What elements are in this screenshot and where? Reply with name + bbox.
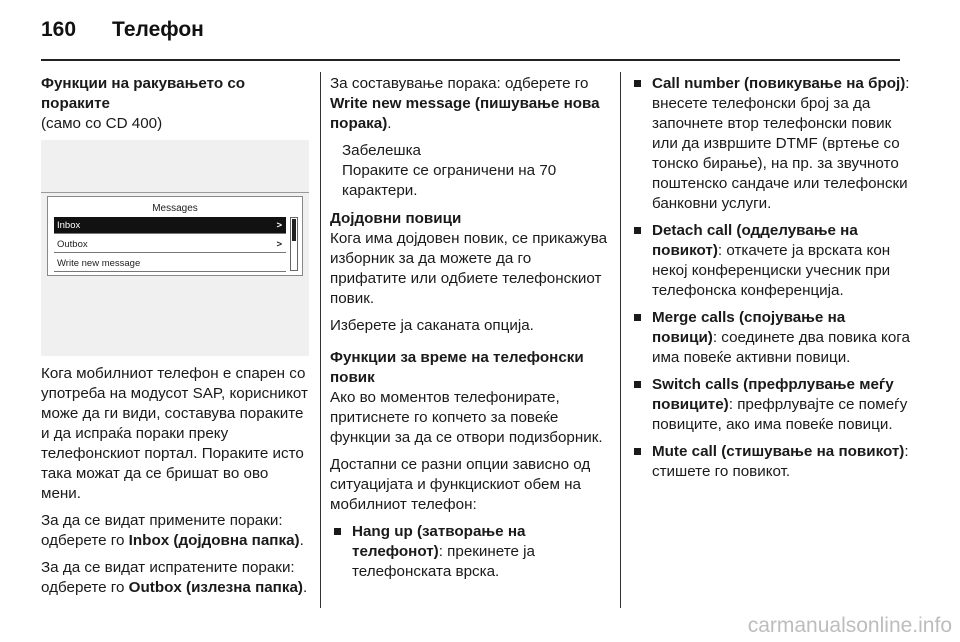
paragraph: Изберете ја саканата опција. [330, 317, 534, 334]
menu-item-outbox [54, 236, 286, 253]
divider [41, 192, 309, 193]
page-title: Телефон [112, 18, 204, 41]
paragraph: Кога мобилниот телефон е спарен со употреба на модусот SAP, корисникот може да ги види, составува пораките и да испраќа пораки преку телефонскиот портал. Пораките исто така можат да се бришат во ово мени. [41, 365, 308, 502]
option-description: : префрлувајте се помеѓу повиците, ако има повеќе повици. [652, 396, 908, 433]
option-description: : внесете телефонски број за да започнете втор телефонски повик или да извршите DTMF (вртење со тонско бирање), на пр. за звучното поштенско сандаче или телефонски банковни услуги. [652, 75, 910, 212]
paragraph: Достапни се разни опции зависно од ситуацијата и функцискиот обем на мобилниот телефон: [330, 456, 591, 513]
menu-reference: Write new message (пишување нова порака) [330, 95, 600, 132]
option-name: Merge calls (спојување на повици) [652, 309, 846, 346]
column-1 [41, 74, 309, 605]
text: За составување порака: одберете го [330, 75, 589, 92]
list-item [630, 375, 910, 435]
menu-list [54, 217, 286, 271]
section-heading: Функции на ракувањето со пораките [41, 75, 246, 112]
availability-note: (само со CD 400) [41, 115, 163, 132]
header-divider [41, 59, 900, 61]
option-description: : соединете два повика кога има повеќе активни повици. [652, 329, 910, 366]
option-name: Mute call (стишување на повикот) [652, 443, 905, 460]
menu-item-label: Outbox [57, 239, 88, 250]
column-3 [630, 74, 910, 489]
chevron-right-icon: > [276, 220, 282, 231]
bullet-icon [634, 227, 641, 234]
menu-item-write-new [54, 255, 286, 272]
note-box [330, 141, 608, 201]
scroll-thumb [292, 219, 296, 241]
section-heading: Дојдовни повици [330, 210, 462, 227]
menu-reference: Inbox (дојдовна папка) [128, 532, 300, 549]
bullet-icon [334, 528, 341, 535]
column-2 [330, 74, 608, 589]
menu-item-inbox [54, 217, 286, 234]
paragraph [330, 74, 608, 134]
list-item [630, 74, 910, 214]
paragraph: Кога има дојдовен повик, се прикажува изборник за да можете да го прифатите или одбиете телефонскиот повик. [330, 230, 608, 307]
option-name: Hang up (затворање на телефонот) [352, 523, 526, 560]
page-header [41, 18, 204, 52]
list-item [630, 221, 910, 301]
menu-item-label: Inbox [57, 220, 81, 231]
display-screen [47, 196, 303, 276]
bullet-icon [634, 381, 641, 388]
text: . [302, 579, 308, 596]
messages-screen-image [41, 140, 309, 356]
chevron-right-icon: > [276, 239, 282, 250]
list-item [630, 442, 910, 482]
paragraph [41, 558, 309, 598]
bullet-icon [634, 448, 641, 455]
option-description: : стишете го повикот. [652, 443, 909, 480]
note-title: Забелешка [342, 142, 422, 159]
list-item [330, 522, 608, 582]
menu-reference: Outbox (излезна папка) [128, 579, 303, 596]
bullet-icon [634, 80, 641, 87]
section-heading: Функции за време на телефонски повик [330, 349, 584, 386]
column-divider [320, 72, 321, 608]
option-name: Call number (повикување на број) [652, 75, 906, 92]
note-text: Пораките се ограничени на 70 карактери. [342, 162, 557, 199]
list-item [630, 308, 910, 368]
menu-item-label: Write new message [57, 258, 141, 269]
text: За да се видат испратените пораки: одберете го [41, 559, 295, 596]
option-description: : откачете ја врската кон некој конференциски учесник при телефонска конференција. [652, 242, 891, 299]
paragraph [41, 511, 309, 551]
option-description: : прекинете ја телефонската врска. [352, 543, 536, 580]
option-name: Detach call (одделување на повикот) [652, 222, 858, 259]
page-number: 160 [41, 18, 77, 41]
scrollbar [290, 217, 298, 271]
option-name: Switch calls (префрлување меѓу повиците) [652, 376, 894, 413]
paragraph: Ако во моментов телефонирате, притиснете го копчето за повеќе функции за да се отвори подизборник. [330, 389, 603, 446]
text: . [299, 532, 304, 549]
text: . [387, 115, 392, 132]
column-divider [620, 72, 621, 608]
bullet-icon [634, 314, 641, 321]
watermark: carmanualsonline.info [747, 614, 952, 637]
text: За да се видат примените пораки: одберете го [41, 512, 283, 549]
screen-title: Messages [152, 203, 198, 214]
